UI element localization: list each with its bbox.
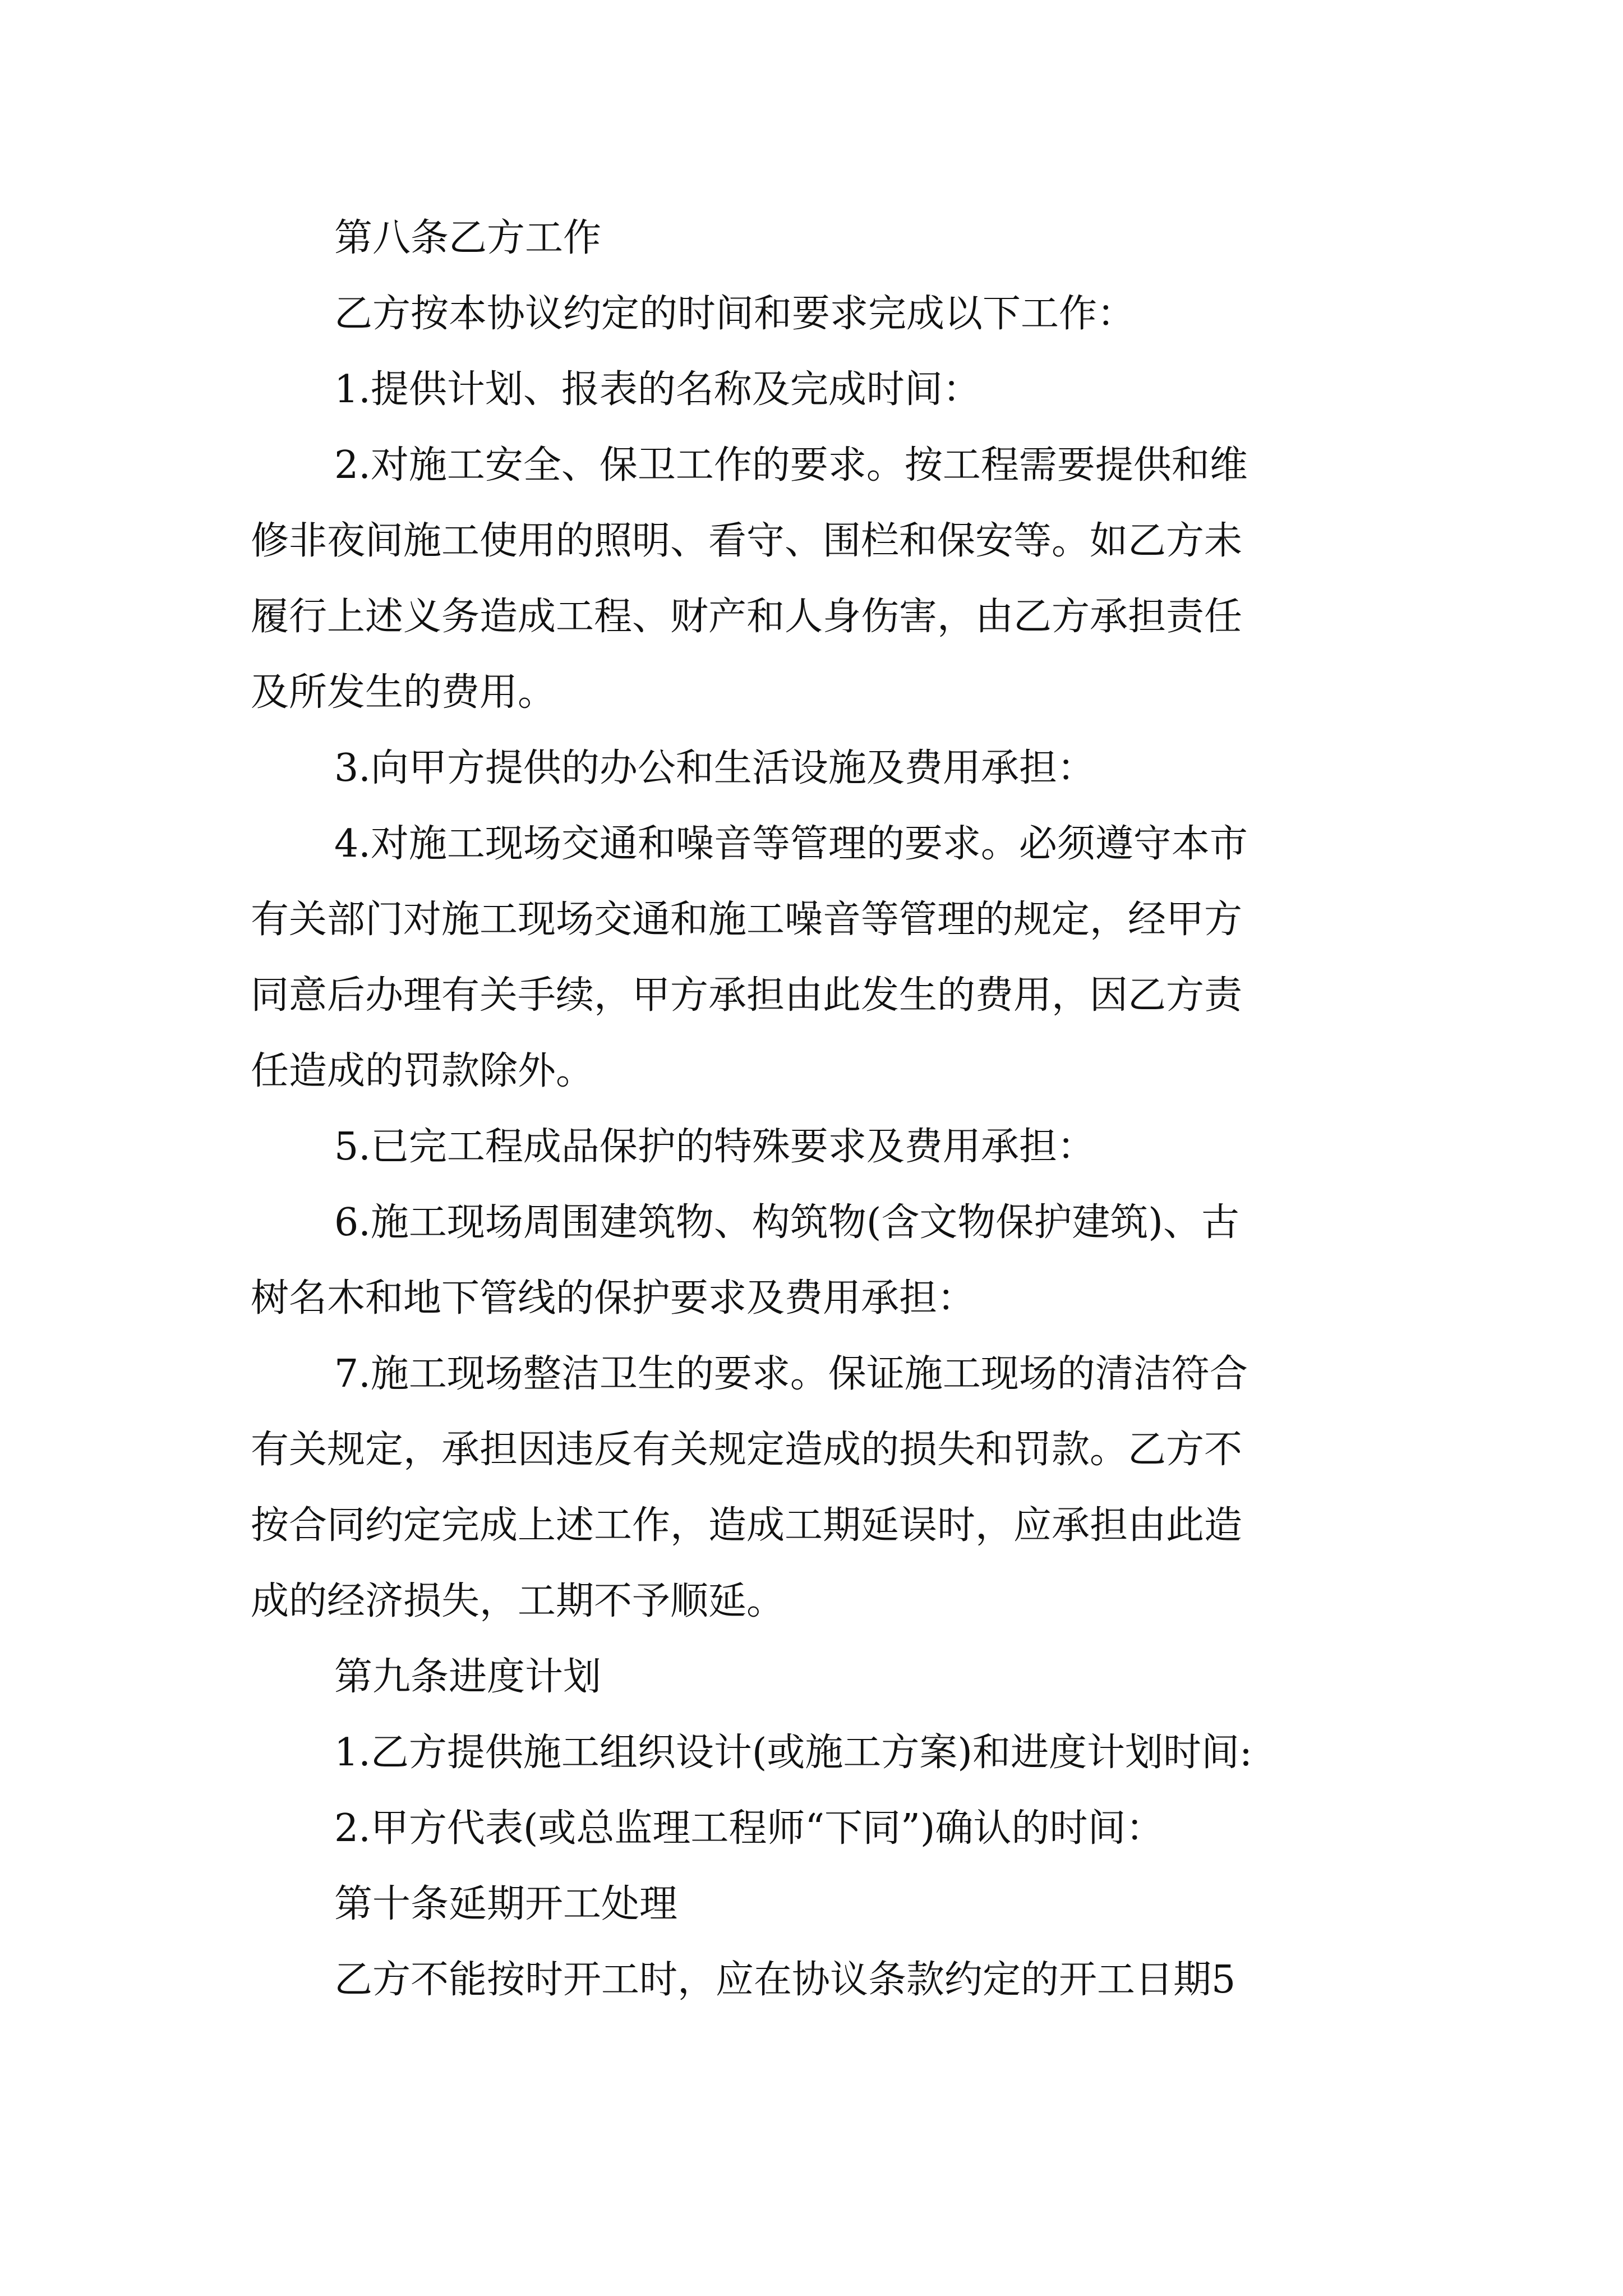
section-heading-9: 第九条进度计划 bbox=[334, 1655, 602, 1699]
section-heading-10: 第十条延期开工处理 bbox=[334, 1882, 678, 1926]
paragraph-line: 及所发生的费用。 bbox=[251, 670, 556, 715]
paragraph-line: 有关部门对施工现场交通和施工噪音等管理的规定，经甲方 bbox=[251, 898, 1243, 942]
paragraph-line: 修非夜间施工使用的照明、看守、围栏和保安等。如乙方未 bbox=[251, 519, 1243, 563]
paragraph-line: 同意后办理有关手续，甲方承担由此发生的费用，因乙方责 bbox=[251, 973, 1243, 1018]
section-heading-8: 第八条乙方工作 bbox=[334, 216, 602, 260]
list-item-4: 4.对施工现场交通和噪音等管理的要求。必须遵守本市 bbox=[334, 822, 1248, 866]
list-item-1: 1.乙方提供施工组织设计(或施工方案)和进度计划时间: bbox=[334, 1731, 1252, 1775]
list-item-1: 1.提供计划、报表的名称及完成时间： bbox=[334, 367, 981, 412]
paragraph-line: 有关规定，承担因违反有关规定造成的损失和罚款。乙方不 bbox=[251, 1428, 1243, 1472]
list-item-2: 2.甲方代表(或总监理工程师“下同”)确认的时间： bbox=[334, 1806, 1164, 1851]
paragraph-line: 乙方按本协议约定的时间和要求完成以下工作： bbox=[334, 292, 1136, 336]
paragraph-line: 按合同约定完成上述工作，造成工期延误时，应承担由此造 bbox=[251, 1503, 1243, 1548]
paragraph-line: 履行上述义务造成工程、财产和人身伤害，由乙方承担责任 bbox=[251, 595, 1243, 639]
paragraph-line: 成的经济损失，工期不予顺延。 bbox=[251, 1579, 785, 1623]
paragraph-line: 树名木和地下管线的保护要求及费用承担： bbox=[251, 1276, 976, 1320]
list-item-5: 5.已完工程成品保护的特殊要求及费用承担： bbox=[334, 1125, 1095, 1169]
list-item-7: 7.施工现场整洁卫生的要求。保证施工现场的清洁符合 bbox=[334, 1352, 1248, 1396]
list-item-2: 2.对施工安全、保卫工作的要求。按工程需要提供和维 bbox=[334, 443, 1248, 487]
paragraph-line: 乙方不能按时开工时，应在协议条款约定的开工日期5 bbox=[334, 1958, 1236, 2002]
list-item-6: 6.施工现场周围建筑物、构筑物(含文物保护建筑)、古 bbox=[334, 1200, 1239, 1245]
list-item-3: 3.向甲方提供的办公和生活设施及费用承担： bbox=[334, 746, 1095, 790]
paragraph-line: 任造成的罚款除外。 bbox=[251, 1049, 594, 1093]
